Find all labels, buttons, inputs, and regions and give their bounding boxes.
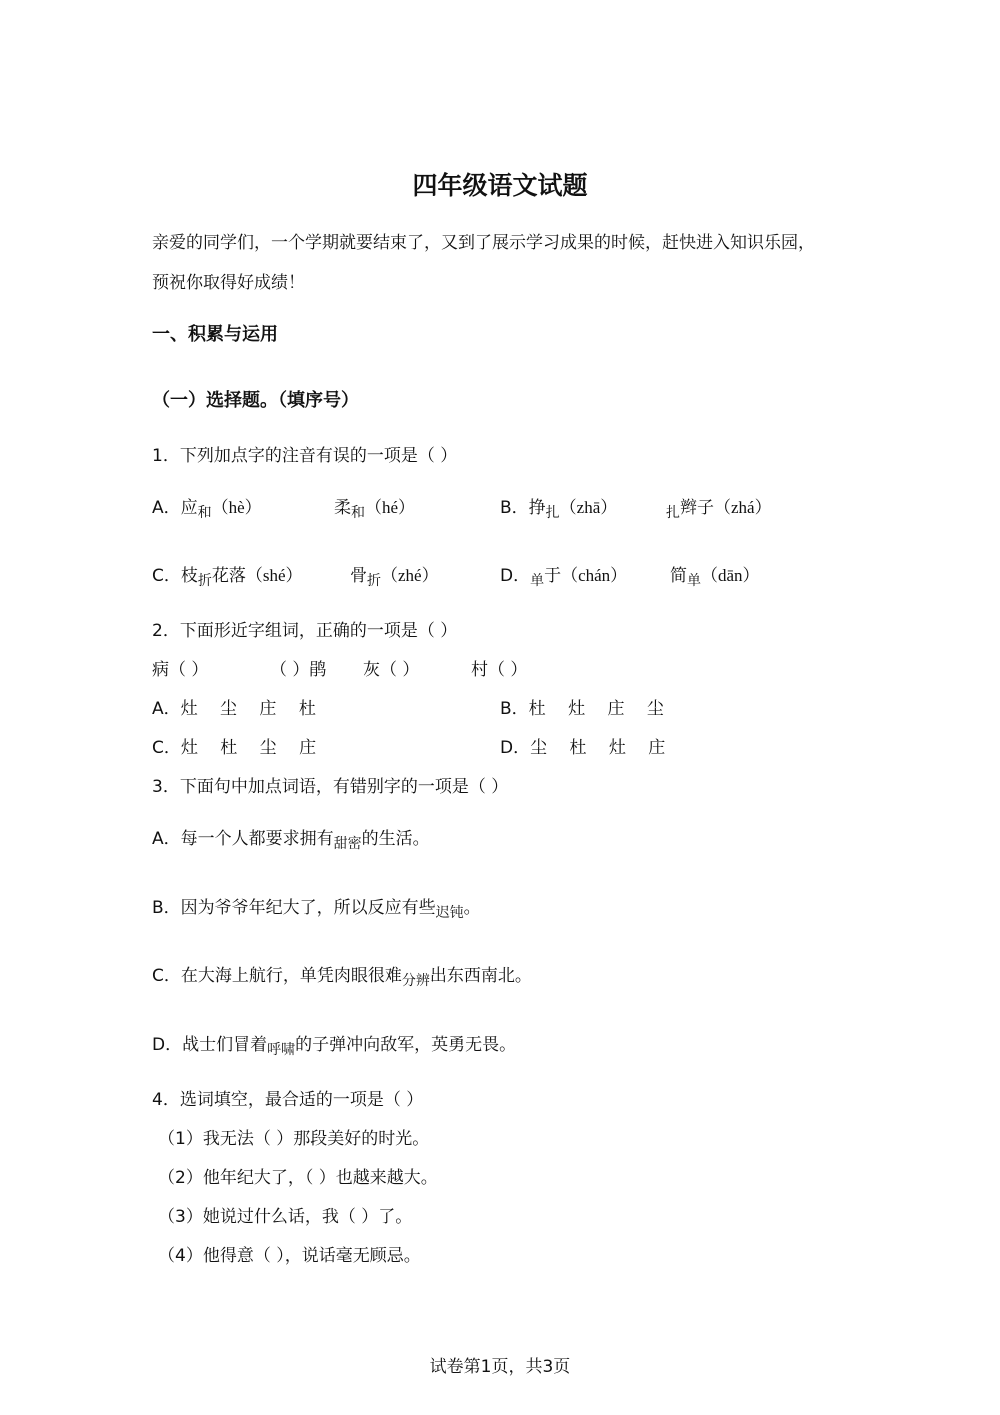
part-heading: （一）选择题。（填序号） — [152, 390, 359, 411]
dotted-char: 单 — [687, 573, 701, 589]
q3-option-d: D．战士们冒着$_{呼啸}$的子弹冲向敌军，英勇无畏。 — [152, 1035, 517, 1058]
q2-blank-2: （ ）鹃 — [270, 660, 327, 680]
q1-option-c-word2: 骨$_折$（zhé） — [350, 566, 439, 589]
option-letter: C． — [152, 566, 181, 586]
option-letter: A． — [152, 498, 181, 518]
q4-item-4: （4）他得意（ ），说话毫无顾忌。 — [158, 1246, 421, 1266]
q3-stem: 3．下面句中加点词语，有错别字的一项是（ ） — [152, 777, 509, 797]
q2-option-d: D．尘 杜 灶 庄 — [500, 738, 666, 758]
section-heading: 一、积累与运用 — [152, 324, 278, 345]
dotted-char: 扎 — [666, 505, 680, 521]
q4-stem: 4．选词填空，最合适的一项是（ ） — [152, 1090, 424, 1110]
option-letter: A． — [152, 829, 181, 849]
dotted-char: 单 — [530, 573, 545, 589]
dotted-word: 迟钝 — [435, 905, 464, 921]
q2-blank-3: 灰（ ） — [363, 660, 420, 680]
dotted-char: 和 — [197, 505, 212, 521]
q1-stem: 1．下列加点字的注音有误的一项是（ ） — [152, 446, 458, 466]
pinyin: （shé） — [245, 566, 303, 585]
dotted-char: 折 — [367, 573, 381, 589]
pinyin: （hè） — [211, 498, 262, 517]
pinyin: （chán） — [561, 566, 628, 585]
dotted-word: 呼啸 — [267, 1042, 296, 1058]
q2-option-a: A．灶 尘 庄 杜 — [152, 699, 316, 719]
q3-option-c: C．在大海上航行，单凭肉眼很难$_{分辨}$出东西南北。 — [152, 966, 532, 989]
pinyin: （zhá） — [714, 498, 772, 517]
dotted-char: 和 — [351, 505, 365, 521]
q2-blank-4: 村（ ） — [471, 660, 528, 680]
intro-line-1: 亲爱的同学们，一个学期就要结束了，又到了展示学习成果的时候，赶快进入知识乐园， — [152, 233, 815, 253]
page-footer: 试卷第1页，共3页 — [429, 1357, 571, 1377]
q1-option-a-word2: 柔$_和$（hé） — [334, 498, 416, 521]
option-letter: B． — [500, 498, 529, 518]
q1-option-a: A．应$_和$（hè） — [152, 498, 262, 521]
q1-option-d-word2: 简$_单$（dān） — [670, 566, 760, 589]
q2-stem: 2．下面形近字组词，正确的一项是（ ） — [152, 621, 458, 641]
dotted-word: 甜密 — [333, 836, 362, 852]
dotted-word: 分辨 — [401, 973, 430, 989]
q3-option-a: A．每一个人都要求拥有$_{甜密}$的生活。 — [152, 829, 430, 852]
pinyin: （hé） — [365, 498, 416, 517]
q4-item-2: （2）他年纪大了，（ ）也越来越大。 — [158, 1168, 438, 1188]
q4-item-1: （1）我无法（ ）那段美好的时光。 — [158, 1129, 430, 1149]
pinyin: （zhé） — [381, 566, 439, 585]
q1-option-b: B．挣$_扎$（zhā） — [500, 498, 618, 521]
q2-blank-1: 病（ ） — [152, 660, 209, 680]
page-title: 四年级语文试题 — [412, 171, 588, 200]
q2-option-b: B．杜 灶 庄 尘 — [500, 699, 664, 719]
intro-line-2: 预祝你取得好成绩！ — [152, 273, 305, 293]
option-letter: D． — [500, 566, 531, 586]
option-letter: D． — [152, 1035, 183, 1055]
q4-item-3: （3）她说过什么话，我（ ）了。 — [158, 1207, 413, 1227]
q1-option-b-word2: $_扎$辫子（zhá） — [666, 498, 772, 521]
pinyin: （dān） — [701, 566, 760, 585]
q2-option-c: C．灶 杜 尘 庄 — [152, 738, 317, 758]
option-letter: B． — [152, 898, 181, 918]
dotted-char: 扎 — [545, 505, 560, 521]
dotted-char: 折 — [197, 573, 212, 589]
option-letter: C． — [152, 966, 181, 986]
q3-option-b: B．因为爷爷年纪大了，所以反应有些$_{迟钝}$。 — [152, 898, 481, 921]
pinyin: （zhā） — [559, 498, 618, 517]
q1-option-d: D．$_单$于（chán） — [500, 566, 628, 589]
q1-option-c: C．枝$_折$花落（shé） — [152, 566, 303, 589]
